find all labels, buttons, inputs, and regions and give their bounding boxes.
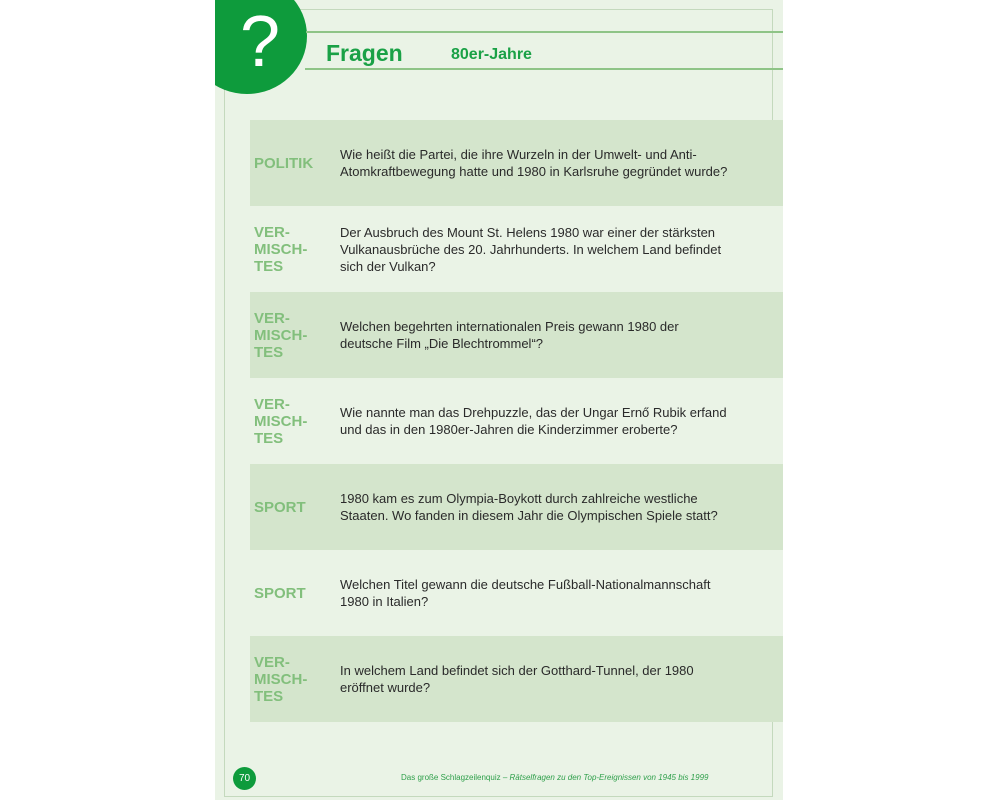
page-footer <box>401 773 708 782</box>
question-category: SPORT <box>254 498 306 516</box>
page-subtitle: 80er-Jahre <box>451 46 532 63</box>
question-row <box>250 550 783 636</box>
footer-book-subtitle: Rätselfragen zu den Top-Ereignissen von 1945 bis 1999 <box>509 773 709 782</box>
question-category: VER- MISCH- TES <box>254 223 308 275</box>
question-text: Wie heißt die Partei, die ihre Wurzeln in der Umwelt- und Anti-Atomkraftbewegung hatte und 1980 in Karlsruhe gegründet wurde? <box>340 147 728 179</box>
footer-book-title: Das große Schlagzeilenquiz – <box>401 773 510 782</box>
question-text: Welchen begehrten internationalen Preis gewann 1980 der deutsche Film „Die Blechtrommel“? <box>340 319 679 351</box>
question-list <box>250 120 783 722</box>
book-page <box>215 0 783 800</box>
question-row <box>250 292 783 378</box>
page-title: Fragen <box>326 40 403 66</box>
question-row <box>250 636 783 722</box>
page-number: 70 <box>233 767 256 790</box>
question-text: Welchen Titel gewann die deutsche Fußball-Nationalmannschaft 1980 in Italien? <box>340 577 711 609</box>
question-mark-icon: ? <box>215 0 307 94</box>
question-text: In welchem Land befindet sich der Gotthard-Tunnel, der 1980 eröffnet wurde? <box>340 663 694 695</box>
question-category: POLITIK <box>254 154 314 172</box>
question-category: VER- MISCH- TES <box>254 309 308 361</box>
question-text: Wie nannte man das Drehpuzzle, das der Ungar Ernő Rubik erfand und das in den 1980er-Jahren die Kinderzimmer eroberte? <box>340 405 727 437</box>
question-text: Der Ausbruch des Mount St. Helens 1980 war einer der stärksten Vulkanausbrüche des 20. Jahrhunderts. In welchem Land befindet sich der Vulkan? <box>340 224 722 274</box>
question-row <box>250 120 783 206</box>
question-row <box>250 464 783 550</box>
question-row <box>250 206 783 292</box>
header-rule-top <box>306 31 783 33</box>
question-category: VER- MISCH- TES <box>254 395 308 447</box>
question-category: VER- MISCH- TES <box>254 653 308 705</box>
question-text: 1980 kam es zum Olympia-Boykott durch zahlreiche westliche Staaten. Wo fanden in diesem Jahr die Olympischen Spiele statt? <box>340 491 718 523</box>
question-row <box>250 378 783 464</box>
header-rule-bottom <box>305 68 783 70</box>
question-category: SPORT <box>254 584 306 602</box>
